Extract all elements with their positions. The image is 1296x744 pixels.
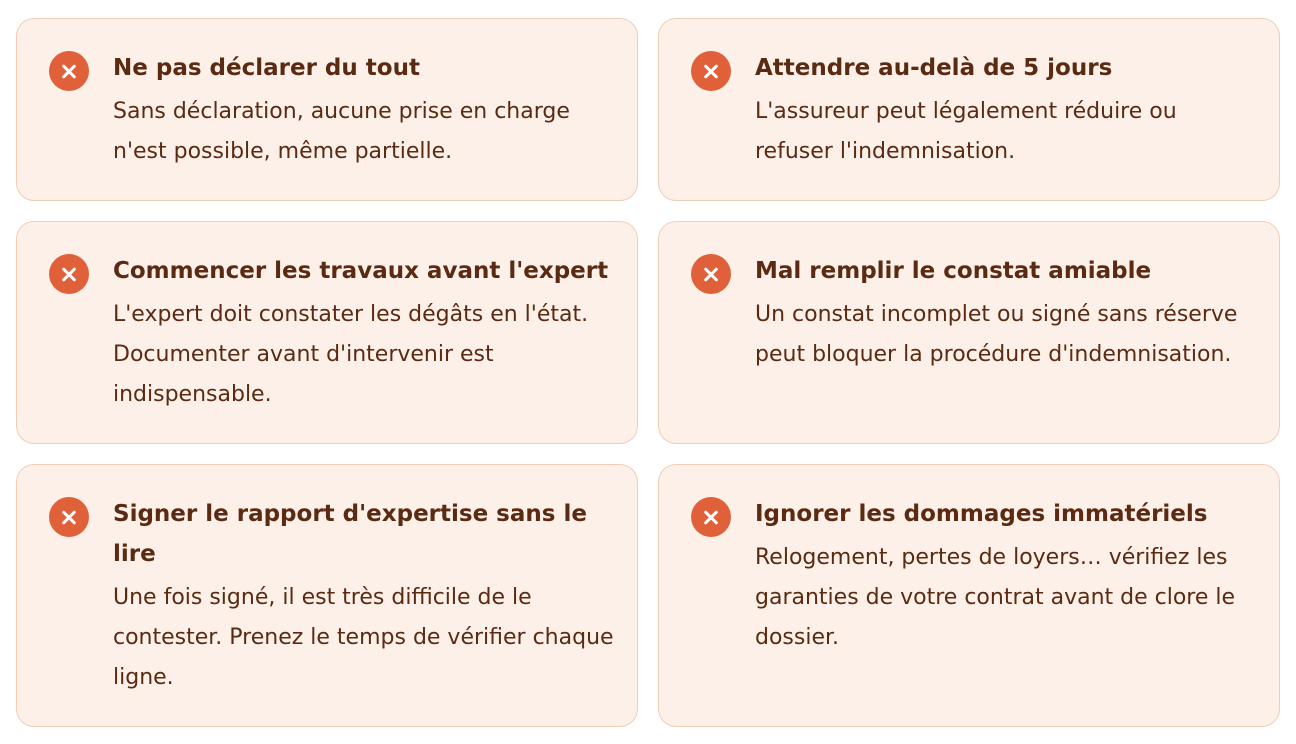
card-text: [755, 48, 1257, 172]
mistake-card: [658, 18, 1280, 201]
close-circle-icon: [691, 497, 731, 537]
card-text: [755, 251, 1257, 375]
close-circle-icon: [49, 497, 89, 537]
mistake-card: [658, 221, 1280, 444]
card-text: [113, 494, 615, 698]
card-title: Attendre au-delà de 5 jours: [755, 55, 1113, 81]
mistake-card: [16, 221, 638, 444]
close-circle-icon: [49, 51, 89, 91]
close-circle-icon: [691, 254, 731, 294]
card-description: L'assureur peut légalement réduire ou refuser l'indemnisation.: [755, 99, 1177, 164]
mistake-card: [16, 464, 638, 727]
card-title: Ne pas déclarer du tout: [113, 55, 420, 81]
card-text: [113, 48, 615, 172]
card-title: Signer le rapport d'expertise sans le lire: [113, 501, 587, 567]
card-text: [755, 494, 1257, 658]
card-text: [113, 251, 615, 415]
card-description: Une fois signé, il est très difficile de le contester. Prenez le temps de vérifier chaque ligne.: [113, 585, 614, 690]
card-title: Ignorer les dommages immatériels: [755, 501, 1208, 527]
mistake-card: [658, 464, 1280, 727]
card-title: Commencer les travaux avant l'expert: [113, 258, 609, 284]
card-description: Un constat incomplet ou signé sans réserve peut bloquer la procédure d'indemnisation.: [755, 302, 1238, 367]
card-description: L'expert doit constater les dégâts en l'état. Documenter avant d'intervenir est indispensable.: [113, 302, 589, 407]
card-description: Relogement, pertes de loyers… vérifiez les garanties de votre contrat avant de clore le dossier.: [755, 545, 1236, 650]
mistake-card: [16, 18, 638, 201]
close-circle-icon: [691, 51, 731, 91]
close-circle-icon: [49, 254, 89, 294]
card-description: Sans déclaration, aucune prise en charge n'est possible, même partielle.: [113, 99, 570, 164]
card-title: Mal remplir le constat amiable: [755, 258, 1152, 284]
